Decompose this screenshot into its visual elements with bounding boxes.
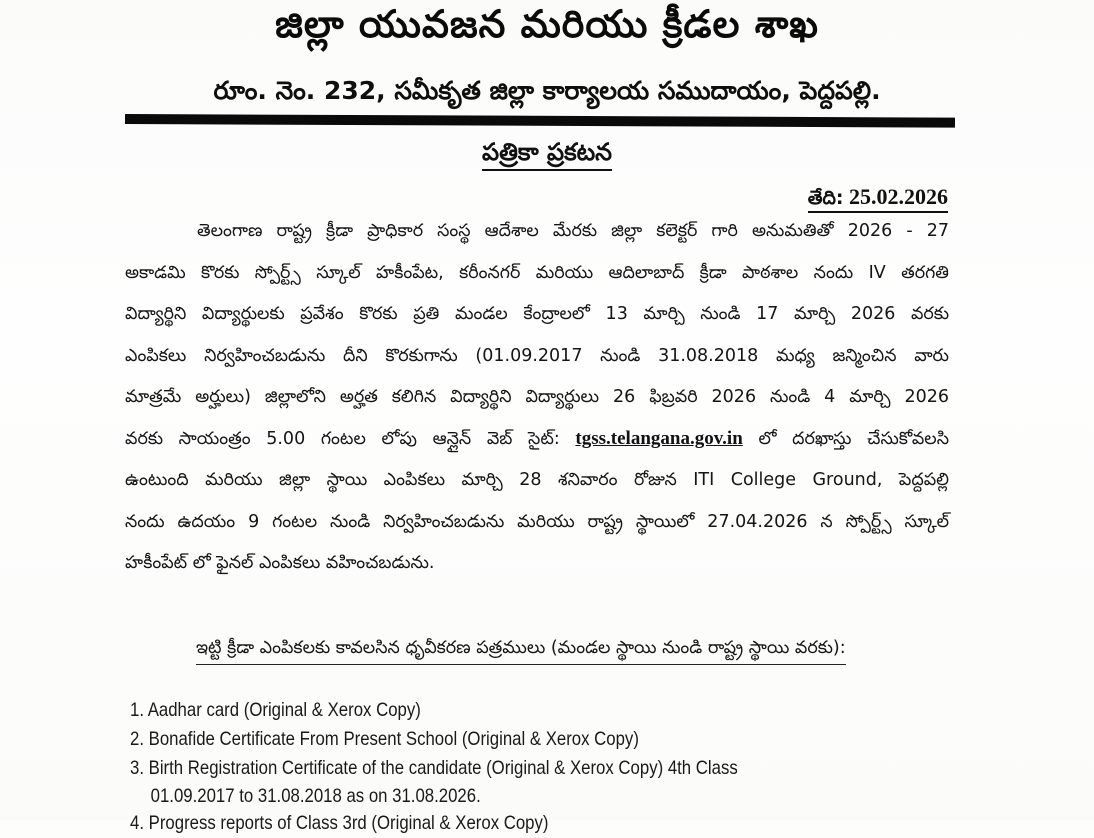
paragraph-line-with-link [125, 422, 949, 464]
paragraph-line-suffix: లో దరఖాస్తు చేసుకోవలసి [758, 428, 949, 449]
website-link[interactable]: tgss.telangana.gov.in [575, 427, 743, 449]
department-title: జిల్లా యువజన మరియు క్రీడల శాఖ [275, 2, 819, 46]
paragraph-line: నందు ఉదయం 9 గంటల నుండి నిర్వహించబడును మరియు రాష్ట్ర స్థాయిలో 27.04.2026 న స్పోర్ట్స్ స్కూల్ [125, 511, 949, 532]
date-label: తేది: [807, 187, 844, 209]
paragraph-line: ఉంటుంది మరియు జిల్లా స్థాయి ఎంపికలు మార్చి 28 శనివారం రోజున ITI College Ground, పెద్దపల్లి [125, 470, 949, 490]
document-item: 4. Progress reports of Class 3rd (Original & Xerox Copy) [130, 812, 549, 834]
document-item: 2. Bonafide Certificate From Present School (Original & Xerox Copy) [130, 728, 639, 750]
paragraph-line: హకీంపేట్ లో ఫైనల్ ఎంపికలు వహించబడును. [125, 553, 435, 573]
paragraph-line: అకాడమి కొరకు స్పోర్ట్స్ స్కూల్ హకీంపేట, కరీంనగర్ మరియు ఆదిలాబాద్ క్రీడా పాఠశాల నందు IV తరగతి [125, 262, 949, 283]
header-divider [125, 114, 955, 128]
required-documents-list [130, 696, 738, 838]
document-item-continuation: 01.09.2017 to 31.08.2018 as on 31.08.2026. [150, 785, 481, 807]
paragraph-line: తెలంగాణ రాష్ట్ర క్రీడా ప్రాధికార సంస్థ ఆదేశాల మేరకు జిల్లా కలెక్టర్ గారి అనుమతితో 2026 - 27 [197, 221, 949, 241]
paragraph-line-prefix: వరకు సాయంత్రం 5.00 గంటల లోపు ఆన్లైన్ వెబ్ సైట్: [125, 428, 560, 449]
office-address: రూం. నెం. 232, సమీకృత జిల్లా కార్యాలయ సముదాయం, పెద్దపల్లి. [213, 76, 881, 105]
press-release-heading [0, 138, 1094, 172]
paragraph-line: విద్యార్థిని విద్యార్థులకు ప్రవేశం కొరకు ప్రతి మండల కేంద్రాలలో 13 మార్చి నుండి 17 మార్చి 2026 వరకు [125, 304, 949, 324]
document-item: 3. Birth Registration Certificate of the candidate (Original & Xerox Copy) 4th Class [130, 757, 738, 779]
paragraph-line: మాత్రమే అర్హులు) జిల్లాలోని అర్హత కలిగిన విద్యార్థిని విద్యార్థులు 26 ఫిబ్రవరి 2026 నుండి 4 మార్చి 2026 [125, 387, 949, 407]
document-item: 1. Aadhar card (Original & Xerox Copy) [130, 699, 421, 721]
release-date [808, 184, 948, 213]
paragraph-line: ఎంపికలు నిర్వహించబడును దీని కొరకుగాను (01.09.2017 నుండి 31.08.2018 మధ్య జన్మించిన వారు [125, 345, 949, 366]
required-documents-heading: ఇట్టి క్రీడా ఎంపికలకు కావలసిన ధృవీకరణ పత్రములు (మండల స్థాయి నుండి రాష్ట్ర స్థాయి వరకు): [196, 638, 846, 665]
date-value: 25.02.2026 [849, 184, 948, 209]
body-paragraph [125, 214, 949, 588]
press-release-heading-text: పత్రికా ప్రకటన [482, 138, 612, 171]
